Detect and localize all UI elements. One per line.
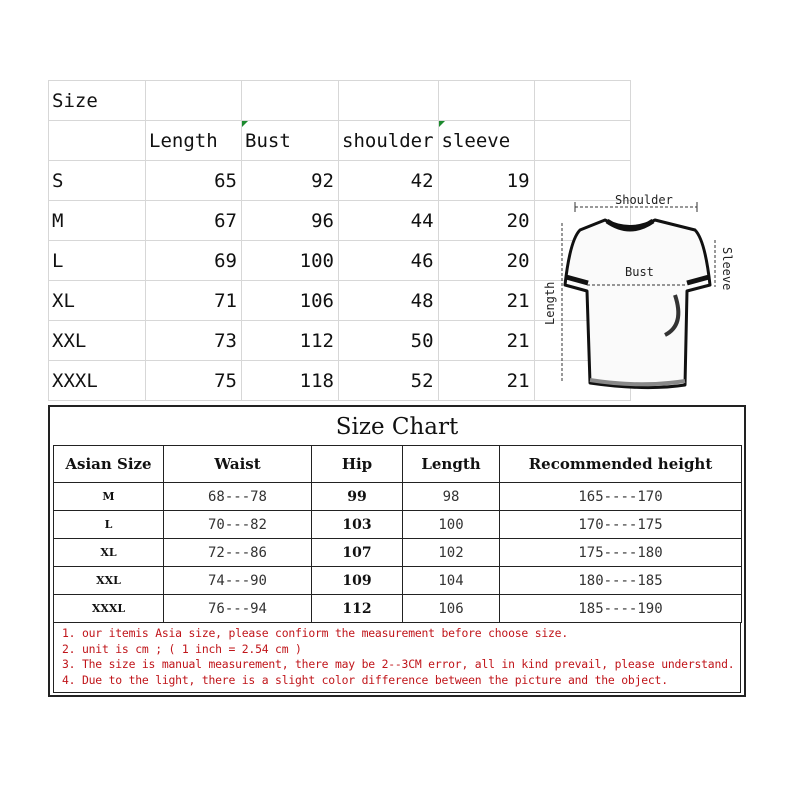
cell-height: 180----185: [500, 567, 742, 595]
cell-hip: 109: [312, 567, 403, 595]
cell-sleeve: 21: [438, 361, 534, 401]
header-sleeve: sleeve: [438, 121, 534, 161]
note-2: 2. unit is cm ; ( 1 inch = 2.54 cm ): [62, 641, 302, 656]
cell-hip: 103: [312, 511, 403, 539]
header-bust: Bust: [242, 121, 339, 161]
header-shoulder: shoulder: [339, 121, 439, 161]
header-row: [54, 446, 742, 483]
header-asian-size: Asian Size: [54, 446, 164, 483]
note-3: 3. The size is manual measurement, there may be 2--3CM error, all in kind prevail, please understand.: [62, 657, 735, 671]
header-length: Length: [146, 121, 242, 161]
cell-length: 102: [403, 539, 500, 567]
cell-height: 170----175: [500, 511, 742, 539]
chart-title: Size Chart: [335, 414, 459, 440]
header-hip: Hip: [312, 446, 403, 483]
cell-length: 71: [146, 281, 242, 321]
cell-bust: 112: [242, 321, 339, 361]
cell-waist: 76---94: [164, 595, 312, 623]
cell-waist: 70---82: [164, 511, 312, 539]
table-row: [54, 567, 742, 595]
length-label: Length: [543, 281, 557, 325]
cell-length: 104: [403, 567, 500, 595]
shoulder-label: Shoulder: [615, 193, 673, 207]
cell-bust: 92: [242, 161, 339, 201]
cell-sleeve: 20: [438, 201, 534, 241]
cell-shoulder: 50: [339, 321, 439, 361]
cell-shoulder: 42: [339, 161, 439, 201]
note-4: 4. Due to the light, there is a slight color difference between the picture and the object.: [62, 672, 668, 687]
cell-sleeve: 19: [438, 161, 534, 201]
cell-sleeve: 20: [438, 241, 534, 281]
tshirt-icon: [535, 185, 750, 400]
cell-height: 175----180: [500, 539, 742, 567]
cell-size: M: [54, 483, 164, 511]
cell-shoulder: 48: [339, 281, 439, 321]
note-1: 1. our itemis Asia size, please confiorm the measurement before choose size.: [62, 626, 568, 640]
cell-waist: 74---90: [164, 567, 312, 595]
size-chart-table: [53, 445, 742, 623]
cell-length: 100: [403, 511, 500, 539]
cell-marker: [242, 121, 248, 127]
table-row: [54, 539, 742, 567]
cell-bust: 100: [242, 241, 339, 281]
tshirt-outline: [565, 220, 710, 388]
cell-shoulder: 46: [339, 241, 439, 281]
header-row: [49, 121, 631, 161]
cell-length: 69: [146, 241, 242, 281]
cell-hip: 99: [312, 483, 403, 511]
row-size: L: [49, 241, 146, 281]
cell-size: XXXL: [54, 595, 164, 623]
cell-length: 98: [403, 483, 500, 511]
cell-bust: 118: [242, 361, 339, 401]
cell-waist: 68---78: [164, 483, 312, 511]
cell-sleeve: 21: [438, 281, 534, 321]
row-size: XL: [49, 281, 146, 321]
cell-shoulder: 44: [339, 201, 439, 241]
cell-size: XL: [54, 539, 164, 567]
header-waist: Waist: [164, 446, 312, 483]
cell-bust: 106: [242, 281, 339, 321]
table-row: [54, 483, 742, 511]
cell-length: 73: [146, 321, 242, 361]
sleeve-label: Sleeve: [720, 247, 734, 291]
header-length: Length: [403, 446, 500, 483]
cell-hip: 107: [312, 539, 403, 567]
cell-size: L: [54, 511, 164, 539]
cell-bust: 96: [242, 201, 339, 241]
notes-box: [53, 622, 741, 693]
header-recommended-height: Recommended height: [500, 446, 742, 483]
row-size: XXXL: [49, 361, 146, 401]
size-chart: [48, 405, 746, 697]
cell-length: 67: [146, 201, 242, 241]
cell-length: 65: [146, 161, 242, 201]
size-label: Size: [49, 81, 146, 121]
cell-sleeve: 21: [438, 321, 534, 361]
cell-length: 106: [403, 595, 500, 623]
row-size: XXL: [49, 321, 146, 361]
cell-shoulder: 52: [339, 361, 439, 401]
row-size: M: [49, 201, 146, 241]
cell-height: 165----170: [500, 483, 742, 511]
table-row: [54, 595, 742, 623]
cell-height: 185----190: [500, 595, 742, 623]
table-row: [49, 81, 631, 121]
cell-hip: 112: [312, 595, 403, 623]
tshirt-diagram: [535, 185, 750, 400]
cell-length: 75: [146, 361, 242, 401]
row-size: S: [49, 161, 146, 201]
cell-marker: [439, 121, 445, 127]
bust-label: Bust: [625, 265, 654, 279]
table-row: [54, 511, 742, 539]
cell-waist: 72---86: [164, 539, 312, 567]
cell-size: XXL: [54, 567, 164, 595]
